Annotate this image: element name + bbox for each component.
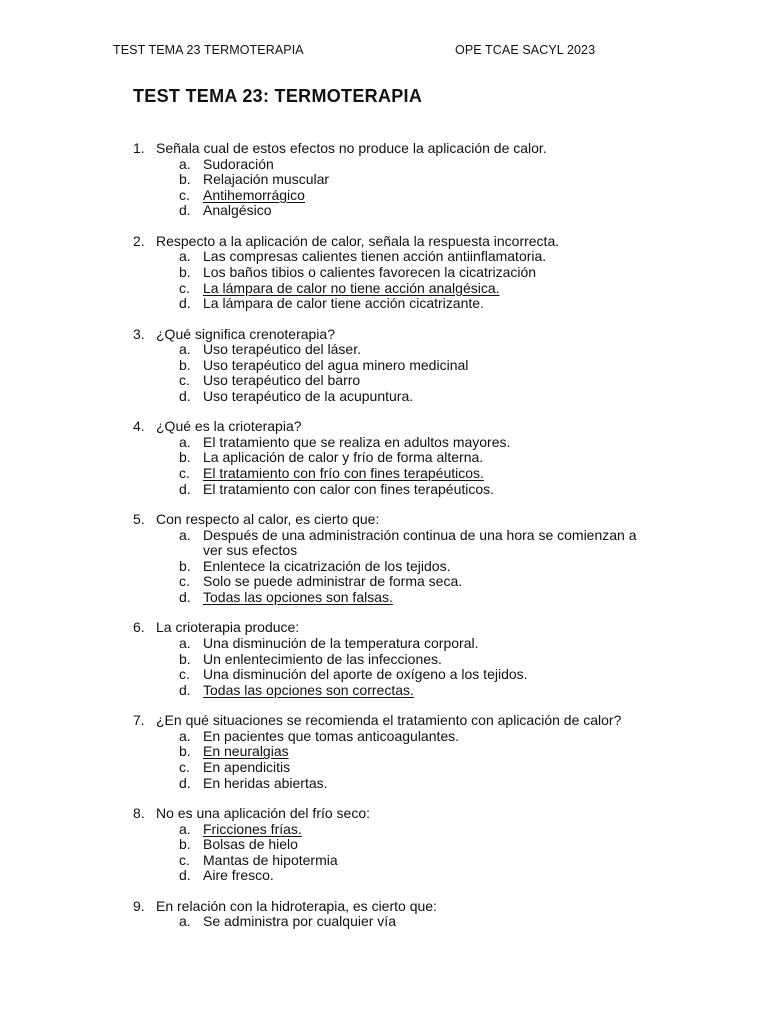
question-text: No es una aplicación del frío seco: (156, 804, 371, 821)
option-text-correct: La lámpara de calor no tiene acción analgésica. (203, 279, 500, 296)
answer-option (0, 203, 768, 219)
option-text: Mantas de hipotermia (203, 851, 338, 868)
answer-option (0, 914, 768, 930)
question-list (0, 141, 768, 945)
option-text: Uso terapéutico del barro (203, 372, 361, 389)
option-text: Después de una administración continua de una hora se comienzan a ver sus efectos (203, 526, 637, 559)
option-letter: a. (179, 155, 191, 172)
option-text-correct: Antihemorrágico (203, 186, 305, 203)
answer-option (0, 868, 768, 884)
question-text: Señala cual de estos efectos no produce la aplicación de calor. (156, 140, 547, 156)
option-letter: a. (179, 820, 191, 837)
option-text: Enlentece la cicatrización de los tejidos. (203, 557, 451, 574)
option-text-correct: En neuralgias (203, 743, 289, 760)
option-letter: a. (179, 526, 191, 543)
header-right: OPE TCAE SACYL 2023 (455, 43, 596, 57)
answer-option (0, 249, 768, 265)
answer-option (0, 296, 768, 312)
option-letter: c. (179, 758, 190, 775)
option-letter: b. (179, 557, 191, 574)
question-number: 5. (133, 511, 145, 528)
answer-option (0, 574, 768, 590)
option-text: Solo se puede administrar de forma seca. (203, 573, 463, 590)
option-text: Uso terapéutico de la acupuntura. (203, 387, 414, 404)
option-letter: a. (179, 727, 191, 744)
answer-option (0, 188, 768, 204)
question-item (0, 806, 768, 884)
option-text: Los baños tibios o calientes favorecen la cicatrización (203, 263, 537, 280)
question-number: 9. (133, 897, 145, 914)
option-letter: a. (179, 913, 191, 930)
question-text: ¿Qué es la crioterapia? (156, 418, 302, 435)
question-item (0, 713, 768, 791)
question-number: 6. (133, 619, 145, 636)
header-left: TEST TEMA 23 TERMOTERAPIA (113, 43, 304, 57)
option-text: Analgésico (203, 202, 272, 219)
option-text: Uso terapéutico del láser. (203, 341, 361, 358)
answer-option (0, 528, 768, 559)
option-text-correct: El tratamiento con frío con fines terapéuticos. (203, 465, 484, 482)
option-text: La aplicación de calor y frío de forma alterna. (203, 449, 484, 466)
option-letter: c. (179, 372, 190, 389)
question-number: 8. (133, 804, 145, 821)
option-text: Una disminución de la temperatura corporal. (203, 635, 479, 652)
answer-option (0, 265, 768, 281)
answer-option (0, 760, 768, 776)
option-text: Se administra por cualquier vía (203, 913, 396, 930)
option-text-correct: Fricciones frías. (203, 820, 302, 837)
answer-option (0, 729, 768, 745)
answer-option (0, 358, 768, 374)
option-letter: b. (179, 836, 191, 853)
option-text: Aire fresco. (203, 867, 274, 884)
option-letter: b. (179, 449, 191, 466)
option-text: En heridas abiertas. (203, 774, 328, 791)
option-text: En pacientes que tomas anticoagulantes. (203, 727, 460, 744)
answer-option (0, 652, 768, 668)
answer-option (0, 853, 768, 869)
option-letter: a. (179, 248, 191, 265)
question-item (0, 620, 768, 698)
option-letter: c. (179, 666, 190, 683)
question-text: ¿Qué significa crenoterapia? (156, 325, 335, 342)
option-letter: b. (179, 650, 191, 667)
question-item (0, 327, 768, 405)
option-text-correct: Todas las opciones son falsas. (203, 589, 393, 606)
answer-option (0, 776, 768, 792)
question-number: 2. (133, 232, 145, 249)
answer-option (0, 450, 768, 466)
question-text: En relación con la hidroterapia, es cierto que: (156, 897, 437, 914)
option-letter: b. (179, 356, 191, 373)
option-letter: c. (179, 573, 190, 590)
question-text: La crioterapia produce: (156, 619, 300, 636)
answer-option (0, 157, 768, 173)
question-item (0, 419, 768, 497)
question-text: Respecto a la aplicación de calor, señala la respuesta incorrecta. (156, 232, 560, 249)
option-letter: c. (179, 465, 190, 482)
option-letter: a. (179, 433, 191, 450)
answer-option (0, 373, 768, 389)
question-number: 7. (133, 712, 145, 729)
option-letter: d. (179, 202, 191, 219)
answer-option (0, 435, 768, 451)
option-letter: a. (179, 635, 191, 652)
option-letter: d. (179, 480, 191, 497)
answer-option (0, 389, 768, 405)
option-text: El tratamiento que se realiza en adultos mayores. (203, 433, 511, 450)
question-text: ¿En qué situaciones se recomienda el tratamiento con aplicación de calor? (156, 712, 622, 729)
answer-option (0, 683, 768, 699)
option-letter: c. (179, 279, 190, 296)
question-item (0, 899, 768, 930)
option-text: Uso terapéutico del agua minero medicinal (203, 356, 469, 373)
option-text: La lámpara de calor tiene acción cicatrizante. (203, 295, 484, 312)
answer-option (0, 636, 768, 652)
option-letter: d. (179, 295, 191, 312)
option-text: Bolsas de hielo (203, 836, 298, 853)
option-text: Relajación muscular (203, 171, 330, 188)
option-letter: a. (179, 341, 191, 358)
option-text: El tratamiento con calor con fines terapéuticos. (203, 480, 495, 497)
option-text: Una disminución del aporte de oxígeno a los tejidos. (203, 666, 528, 683)
answer-option (0, 822, 768, 838)
answer-option (0, 466, 768, 482)
option-letter: d. (179, 681, 191, 698)
question-item (0, 141, 768, 219)
answer-option (0, 559, 768, 575)
option-letter: b. (179, 171, 191, 188)
option-letter: b. (179, 263, 191, 280)
option-text: Sudoración (203, 155, 274, 172)
answer-option (0, 667, 768, 683)
option-letter: c. (179, 186, 190, 203)
document-title: TEST TEMA 23: TERMOTERAPIA (133, 86, 423, 106)
question-item (0, 234, 768, 312)
question-text: Con respecto al calor, es cierto que: (156, 511, 380, 528)
question-number: 1. (133, 140, 145, 156)
option-text: En apendicitis (203, 758, 291, 775)
answer-option (0, 172, 768, 188)
answer-option (0, 281, 768, 297)
option-text: Un enlentecimiento de las infecciones. (203, 650, 442, 667)
option-letter: d. (179, 589, 191, 606)
question-number: 4. (133, 418, 145, 435)
option-text-correct: Todas las opciones son correctas. (203, 681, 414, 698)
question-number: 3. (133, 325, 145, 342)
option-text: Las compresas calientes tienen acción antiinflamatoria. (203, 248, 547, 265)
answer-option (0, 590, 768, 606)
option-letter: b. (179, 743, 191, 760)
answer-option (0, 744, 768, 760)
option-letter: d. (179, 387, 191, 404)
answer-option (0, 482, 768, 498)
answer-option (0, 342, 768, 358)
option-letter: d. (179, 774, 191, 791)
option-letter: c. (179, 851, 190, 868)
answer-option (0, 837, 768, 853)
option-letter: d. (179, 867, 191, 884)
question-item (0, 512, 768, 606)
